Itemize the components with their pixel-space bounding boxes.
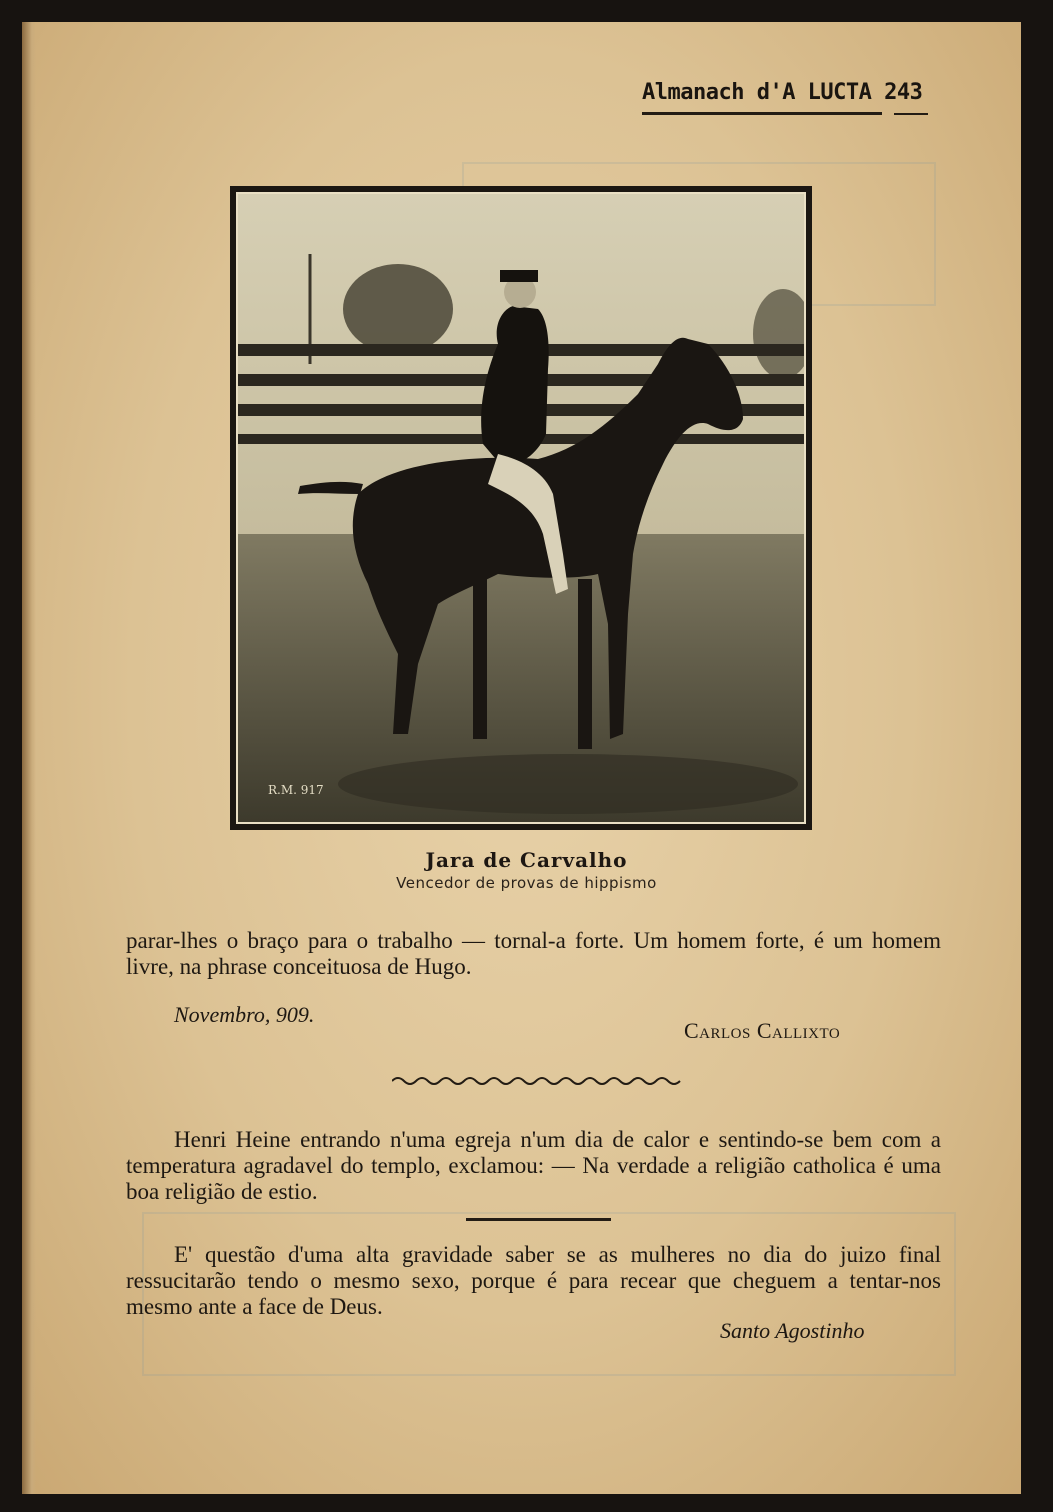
wavy-separator	[392, 1074, 682, 1088]
quote-signature: Santo Agostinho	[720, 1318, 865, 1343]
page-gutter	[22, 22, 36, 1494]
header-underline	[642, 112, 882, 115]
page-number-underline	[894, 113, 928, 115]
horse-leg	[473, 579, 487, 739]
anecdote-paragraph: Henri Heine entrando n'uma egreja n'um dia de calor e sentindo-se bem com a temperatura agradavel do templo, exclamou: — Na verdade a religião catholica é uma boa religião de estio.	[126, 1127, 941, 1204]
page-number: 243	[884, 80, 923, 105]
quote-paragraph: E' questão d'uma alta gravidade saber se as mulheres no dia do juizo final ressucitarão tendo o mesmo sexo, porque é para recear que cheguem a tentar-nos mesmo ante a face de Deus.	[126, 1242, 941, 1319]
grass-shadow	[338, 754, 798, 814]
photo-frame	[230, 186, 812, 830]
article-author: Carlos Callixto	[684, 1018, 841, 1043]
section-divider	[466, 1218, 611, 1221]
header-title: Almanach d'A LUCTA	[642, 80, 872, 105]
running-header	[642, 80, 922, 105]
photo-caption-title: Jara de Carvalho	[425, 848, 628, 872]
horse-leg	[578, 579, 592, 749]
article-paragraph: parar-lhes o braço para o trabalho — tornal-a forte. Um homem forte, é um homem livre, na phrase conceituosa de Hugo.	[126, 928, 941, 979]
photo-caption-subtitle: Vencedor de provas de hippismo	[396, 874, 657, 892]
equestrian-photo	[236, 192, 806, 824]
rider-cap	[500, 270, 538, 282]
book-page	[22, 22, 1021, 1494]
photo-signature: R.M. 917	[268, 783, 324, 797]
article-date: Novembro, 909.	[174, 1002, 315, 1027]
tree	[343, 264, 453, 354]
horse-rider-photo-icon	[238, 194, 804, 822]
